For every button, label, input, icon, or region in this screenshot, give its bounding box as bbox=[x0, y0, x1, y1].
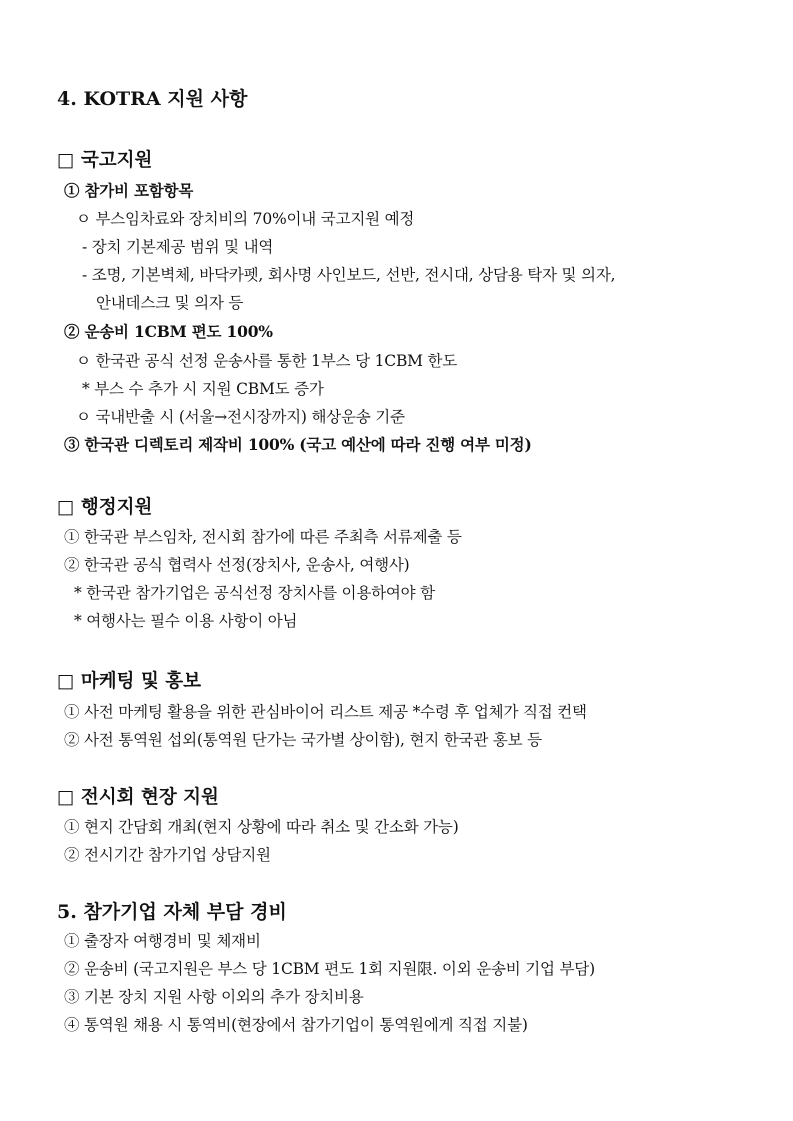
gov-support-item-2-sub-2: * 부스 수 추가 시 지원 CBM도 증가 bbox=[82, 380, 324, 398]
gov-support-item-1-sub-1: ㅇ 부스임차료와 장치비의 70%이내 국고지원 예정 bbox=[76, 210, 415, 228]
gov-support-item-1-sub-3: - 조명, 기본벽체, 바닥카펫, 회사명 사인보드, 선반, 전시대, 상담용 탁자 및 의자, bbox=[82, 266, 616, 284]
admin-support-item-2: ② 한국관 공식 협력사 선정(장치사, 운송사, 여행사) bbox=[64, 556, 410, 574]
marketing-item-2: ② 사전 통역원 섭외(통역원 단가는 국가별 상이함), 현지 한국관 홍보 등 bbox=[64, 731, 542, 749]
gov-support-item-1-sub-3-cont: 안내데스크 및 의자 등 bbox=[96, 294, 244, 312]
gov-support-item-1: ① 참가비 포함항목 bbox=[64, 181, 194, 200]
expense-item-3: ③ 기본 장치 지원 사항 이외의 추가 장치비용 bbox=[64, 988, 364, 1006]
marketing-heading: □ 마케팅 및 홍보 bbox=[57, 671, 202, 692]
gov-support-item-2: ② 운송비 1CBM 편도 100% bbox=[64, 322, 273, 341]
gov-support-item-3: ③ 한국관 디렉토리 제작비 100% (국고 예산에 따라 진행 여부 미정) bbox=[64, 435, 532, 454]
section-5-title: 5. 참가기업 자체 부담 경비 bbox=[57, 901, 287, 923]
admin-support-note-1: * 한국관 참가기업은 공식선정 장치사를 이용하여야 함 bbox=[74, 584, 435, 602]
section-4-title: 4. KOTRA 지원 사항 bbox=[57, 88, 248, 110]
admin-support-item-1: ① 한국관 부스임차, 전시회 참가에 따른 주최측 서류제출 등 bbox=[64, 528, 462, 546]
onsite-support-heading: □ 전시회 현장 지원 bbox=[57, 787, 219, 808]
expense-item-1: ① 출장자 여행경비 및 체재비 bbox=[64, 932, 261, 950]
gov-support-heading: □ 국고지원 bbox=[57, 150, 153, 171]
marketing-item-1: ① 사전 마케팅 활용을 위한 관심바이어 리스트 제공 *수령 후 업체가 직접 컨택 bbox=[64, 703, 587, 721]
gov-support-item-1-sub-2: - 장치 기본제공 범위 및 내역 bbox=[82, 238, 274, 256]
expense-item-2: ② 운송비 (국고지원은 부스 당 1CBM 편도 1회 지원限. 이외 운송비 기업 부담) bbox=[64, 960, 595, 978]
onsite-support-item-1: ① 현지 간담회 개최(현지 상황에 따라 취소 및 간소화 가능) bbox=[64, 818, 459, 836]
gov-support-item-2-sub-1: ㅇ 한국관 공식 선정 운송사를 통한 1부스 당 1CBM 한도 bbox=[76, 352, 458, 370]
onsite-support-item-2: ② 전시기간 참가기업 상담지원 bbox=[64, 846, 271, 864]
expense-item-4: ④ 통역원 채용 시 통역비(현장에서 참가기업이 통역원에게 직접 지불) bbox=[64, 1016, 528, 1034]
gov-support-item-2-sub-3: ㅇ 국내반출 시 (서울→전시장까지) 해상운송 기준 bbox=[76, 408, 405, 426]
admin-support-note-2: * 여행사는 필수 이용 사항이 아님 bbox=[74, 612, 298, 630]
admin-support-heading: □ 행정지원 bbox=[57, 497, 153, 518]
